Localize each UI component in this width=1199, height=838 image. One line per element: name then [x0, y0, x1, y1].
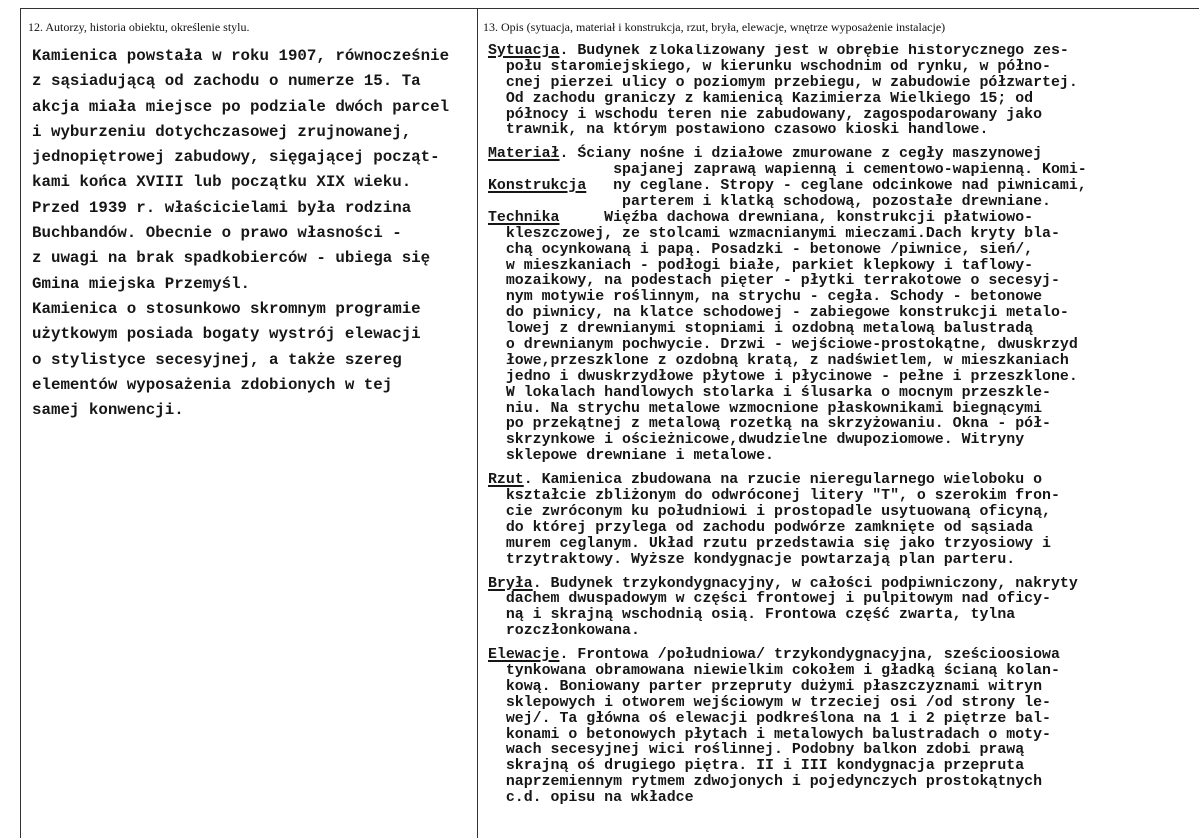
text-line: [488, 712, 1193, 728]
line-text: c.d. opisu na wkładce: [488, 790, 694, 807]
line-text: naprzemiennym rytmem zdwojonych i pojedynczych prostokątnych: [488, 774, 1043, 791]
text-line: [488, 592, 1193, 608]
text-line: [488, 92, 1193, 108]
text-line: [488, 322, 1193, 338]
text-line: jednopiętrowej zabudowy, sięgającej począt-: [32, 148, 440, 167]
line-text: . Budynek zlokalizowany jest w obrębie historycznego zes-: [559, 44, 1069, 59]
form-top-border: [20, 8, 1199, 9]
line-text: wej/. Ta główna oś elewacji podkreślona na 1 i 2 piętrze bal-: [488, 710, 1051, 727]
text-line: Buchbandów. Obecnie o prawo własności -: [32, 224, 402, 243]
text-line: [488, 608, 1193, 624]
section-heading: Materiał: [488, 146, 560, 163]
line-text: połu staromiejskiego, w kierunku wschodnim od rynku, w półno-: [488, 58, 1051, 75]
text-line: [488, 108, 1193, 124]
text-line: [488, 44, 1193, 60]
section-heading: Elewacje: [488, 647, 560, 664]
line-text: cie zwróconym ku południowi i prostopadle usytuowaną oficyną,: [488, 503, 1051, 520]
text-line: [488, 505, 1193, 521]
line-text: do której przylega od zachodu podwórze zamknięte od sąsiada: [488, 519, 1034, 536]
line-text: ny ceglane. Stropy - ceglane odcinkowe nad piwnicami,: [586, 178, 1087, 195]
text-line: o stylistyce secesyjnej, a także szereg: [32, 350, 402, 369]
text-line: [488, 163, 1193, 179]
text-line: [488, 473, 1193, 489]
text-line: [488, 402, 1193, 418]
text-line: [488, 211, 1193, 227]
text-line: Kamienica powstała w roku 1907, równocześnie: [32, 47, 450, 65]
text-line: [488, 123, 1193, 139]
right-section-header: 13. Opis (sytuacja, materiał i konstrukcja, rzut, bryła, elewacje, wnętrze wyposażenie instalacje): [483, 20, 946, 34]
text-line: [488, 489, 1193, 505]
line-text: cnej pierzei ulicy o poziomym przebiegu, w zabudowie półzwartej.: [488, 74, 1078, 91]
text-line: Gmina miejska Przemyśl.: [32, 274, 251, 293]
text-line: Kamienica o stosunkowo skromnym programie: [32, 299, 421, 318]
text-line: [488, 664, 1193, 680]
line-text: . Kamienica zbudowana na rzucie nieregularnego wieloboku o: [523, 472, 1043, 489]
text-line: [488, 680, 1193, 696]
text-line: [488, 290, 1193, 306]
text-line: [488, 433, 1193, 449]
section-heading: Sytuacja: [488, 44, 560, 59]
text-line: [488, 386, 1193, 402]
line-text: skrzynkowe i ościeżnicowe,dwudzielne dwupoziomowe. Witryny: [488, 432, 1025, 449]
text-line: [488, 696, 1193, 712]
line-text: . Ściany nośne i działowe zmurowane z cegły maszynowej: [559, 146, 1043, 163]
line-text: łowe,przeszklone z ozdobną kratą, z nadświetlem, w mieszkaniach: [488, 352, 1069, 369]
line-text: lowej z drewnianymi stopniami i ozdobną metalową balustradą: [488, 321, 1034, 338]
text-line: [488, 227, 1193, 243]
text-line: [488, 259, 1193, 275]
line-text: o drewnianym pochwycie. Drzwi - wejściowe-prostokątne, dwuskrzyd: [488, 337, 1078, 354]
text-line: z sąsiadującą od zachodu o numerze 15. Ta: [32, 72, 421, 91]
line-text: ną i skrajną wschodnią osią. Frontowa część zwarta, tylna: [488, 607, 1016, 624]
line-text: W lokalach handlowych stolarka i ślusarka o mocnym przeszkle-: [488, 384, 1051, 401]
line-text: dachem dwuspadowym w części frontowej i pulpitowym nad oficy-: [488, 591, 1051, 608]
line-text: niu. Na strychu metalowe wzmocnione płaskownikami biegnącymi: [488, 400, 1043, 417]
line-text: sklepowe drewniane i metalowe.: [488, 448, 774, 465]
line-text: murem ceglanym. Układ rzutu przedstawia się jako trzyosiowy i: [488, 535, 1051, 552]
text-line: [488, 417, 1193, 433]
left-section-header: 12. Autorzy, historia obiektu, określenie stylu.: [28, 20, 250, 34]
text-line: [488, 179, 1193, 195]
line-text: jedno i dwuskrzydłowe płytowe i płycinowe - pełne i przeszklone.: [488, 368, 1078, 385]
section-heading: Bryła: [488, 575, 533, 592]
line-text: parterem i klatką schodową, pozostałe drewniane.: [488, 194, 1051, 211]
text-line: [488, 624, 1193, 640]
line-text: rozczłonkowana.: [488, 623, 640, 640]
section-heading: Technika: [488, 209, 560, 226]
text-line: [488, 791, 1193, 807]
text-line: [488, 243, 1193, 259]
line-text: spajanej zaprawą wapienną i cementowo-wapienną. Komi-: [488, 162, 1087, 179]
text-line: [488, 521, 1193, 537]
text-line: [488, 648, 1193, 664]
text-line: [488, 306, 1193, 322]
line-text: wach secesyjnej wici roślinnej. Podobny balkon zdobi prawą: [488, 742, 1025, 759]
text-line: [488, 449, 1193, 465]
text-line: użytkowym posiada bogaty wystrój elewacji: [32, 325, 421, 344]
column-divider: [477, 8, 478, 838]
line-text: mozaikowy, na podestach pięter - płytki terrakotowe o secesyj-: [488, 273, 1060, 290]
history-text-block: [32, 44, 477, 423]
line-text: nym motywie roślinnym, na strychu - cegła. Schody - betonowe: [488, 289, 1043, 306]
line-text: chą ocynkowaną i papą. Posadzki - betonowe /piwnice, sień/,: [488, 241, 1034, 258]
line-text: trawnik, na którym postawiono czasowo kioski handlowe.: [488, 122, 989, 139]
form-left-border: [20, 8, 21, 838]
text-line: elementów wyposażenia zdobionych w tej: [32, 375, 393, 394]
section-heading: Konstrukcja: [488, 178, 587, 195]
line-text: konami o betonowych płytach i metalowych balustradach o moty-: [488, 726, 1051, 743]
line-text: do piwnicy, na klatce schodowej - zabiegowe konstrukcji metalo-: [488, 305, 1069, 322]
text-line: z uwagi na brak spadkobierców - ubiega się: [32, 249, 431, 268]
text-line: [488, 76, 1193, 92]
line-text: skrajną oś drugiego piętra. II i III kondygnacja przepruta: [488, 758, 1025, 775]
line-text: po przekątnej z metalową rozetką na skrzyżowaniu. Okna - pół-: [488, 416, 1051, 433]
text-line: i wyburzeniu dotychczasowej zrujnowanej,: [32, 122, 412, 141]
text-line: [488, 195, 1193, 211]
text-line: [488, 370, 1193, 386]
text-line: [488, 577, 1193, 593]
line-text: . Frontowa /południowa/ trzykondygnacyjna, sześcioosiowa: [559, 647, 1060, 664]
text-line: kami końca XVIII lub początku XIX wieku.: [32, 173, 412, 192]
text-line: [488, 728, 1193, 744]
description-text-block: [488, 44, 1193, 807]
section-heading: Rzut: [488, 472, 524, 489]
text-line: [488, 743, 1193, 759]
line-text: trzytraktowy. Wyższe kondygnacje powtarzają plan parteru.: [488, 551, 1016, 568]
line-text: północy i wschodu teren nie zabudowany, zagospodarowany jako: [488, 106, 1043, 123]
line-text: kową. Boniowany parter przepruty dużymi płaszczyznami witryn: [488, 678, 1043, 695]
line-text: kleszczowej, ze stolcami wzmacnianymi mieczami.Dach kryty bla-: [488, 225, 1060, 242]
text-line: [488, 147, 1193, 163]
text-line: [488, 60, 1193, 76]
line-text: kształcie zbliżonym do odwróconej litery "T", o szerokim fron-: [488, 488, 1060, 505]
line-text: sklepowych i otworem wejściowym w trzeciej osi /od strony le-: [488, 694, 1051, 711]
text-line: akcja miała miejsce po podziale dwóch parcel: [32, 97, 450, 116]
text-line: [488, 759, 1193, 775]
text-line: [488, 274, 1193, 290]
text-line: samej konwencji.: [32, 401, 184, 420]
text-line: [488, 338, 1193, 354]
line-text: Więźba dachowa drewniana, konstrukcji płatwiowo-: [559, 209, 1034, 226]
line-text: w mieszkaniach - podłogi białe, parkiet klepkowy i taflowy-: [488, 257, 1034, 274]
text-line: [488, 537, 1193, 553]
text-line: [488, 775, 1193, 791]
line-text: . Budynek trzykondygnacyjny, w całości podpiwniczony, nakryty: [532, 575, 1078, 592]
line-text: Od zachodu graniczy z kamienicą Kazimierza Wielkiego 15; od: [488, 90, 1034, 107]
text-line: Przed 1939 r. właścicielami była rodzina: [32, 198, 412, 217]
text-line: [488, 354, 1193, 370]
text-line: [488, 553, 1193, 569]
line-text: tynkowana obramowana niewielkim cokołem i gładką ścianą kolan-: [488, 662, 1060, 679]
